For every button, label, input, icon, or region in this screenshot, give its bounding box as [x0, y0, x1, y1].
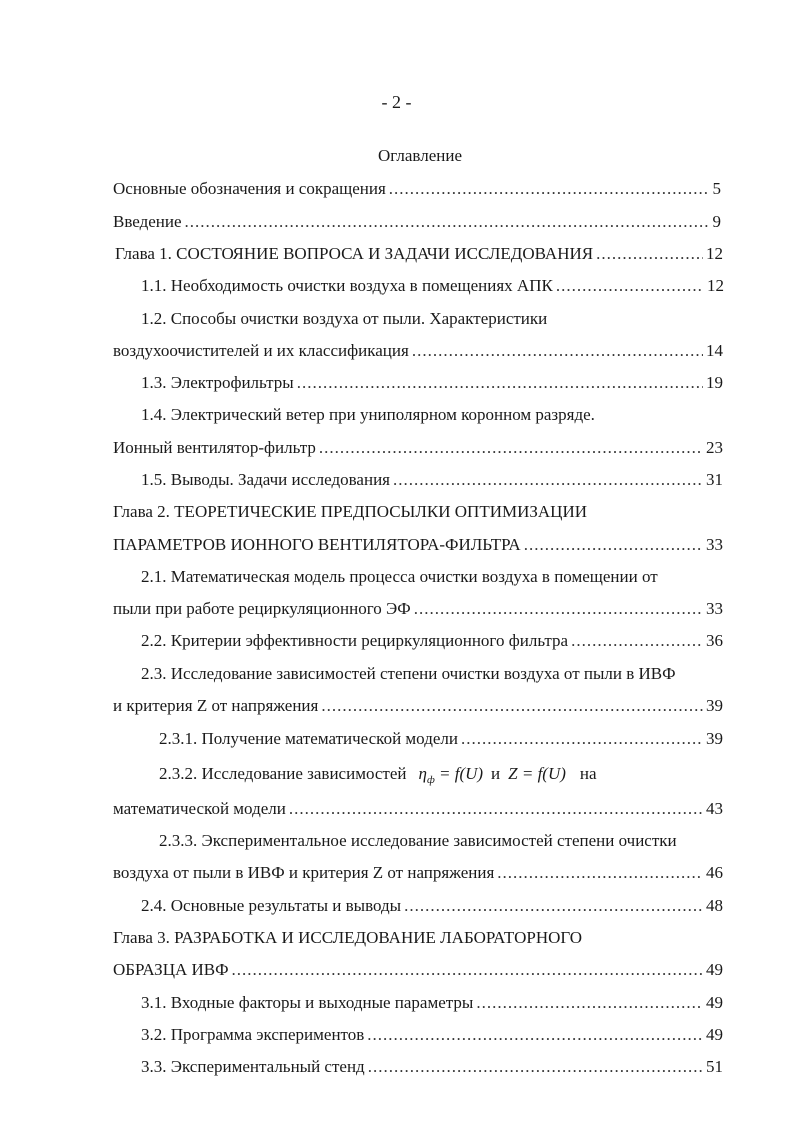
toc-entry-2-1-cont[interactable]: пыли при работе рециркуляционного ЭФ ..... 33	[113, 599, 723, 619]
toc-entry-abbreviations[interactable]: Основные обозначения и сокращения ..... 5	[113, 179, 721, 199]
toc-entry-3-2[interactable]: 3.2. Программа экспериментов ..... 49	[141, 1025, 723, 1045]
leader-dots	[414, 599, 703, 619]
leader-dots	[393, 470, 703, 490]
leader-dots	[368, 1057, 703, 1077]
leader-dots	[321, 696, 703, 716]
toc-entry-2-3-cont[interactable]: и критерия Z от напряжения ..... 39	[113, 696, 723, 716]
toc-entry-2-3-2-cont[interactable]: математической модели ..... 43	[113, 799, 723, 819]
toc-entry-chapter-3[interactable]: Глава 3. РАЗРАБОТКА И ИССЛЕДОВАНИЕ ЛАБОРАТОРНОГО	[113, 928, 583, 947]
leader-dots	[297, 373, 703, 393]
leader-dots	[185, 212, 710, 232]
toc-entry-2-3-1[interactable]: 2.3.1. Получение математической модели ..... 39	[159, 729, 723, 749]
leader-dots	[497, 863, 703, 883]
toc-title: Оглавление	[378, 146, 462, 165]
toc-entry-2-3-2[interactable]: 2.3.2. Исследование зависимостей $\eta_ф = f(U)$ и Z = f(U) на	[159, 764, 597, 790]
toc-entry-3-3[interactable]: 3.3. Экспериментальный стенд ..... 51	[141, 1057, 723, 1077]
toc-entry-1-5[interactable]: 1.5. Выводы. Задачи исследования ..... 31	[141, 470, 723, 490]
toc-entry-introduction[interactable]: Введение ..... 9	[113, 212, 721, 232]
toc-entry-chapter-2-cont[interactable]: ПАРАМЕТРОВ ИОННОГО ВЕНТИЛЯТОРА-ФИЛЬТРА ..... 33	[113, 535, 723, 555]
toc-entry-1-4[interactable]: 1.4. Электрический ветер при униполярном коронном разряде.	[141, 405, 595, 424]
leader-dots	[524, 535, 703, 555]
toc-entry-1-4-cont[interactable]: Ионный вентилятор-фильтр ..... 23	[113, 438, 723, 458]
leader-dots	[367, 1025, 703, 1045]
leader-dots	[319, 438, 703, 458]
toc-entry-chapter-2[interactable]: Глава 2. ТЕОРЕТИЧЕСКИЕ ПРЕДПОСЫЛКИ ОПТИМИЗАЦИИ	[113, 502, 588, 521]
leader-dots	[461, 729, 703, 749]
toc-entry-2-1[interactable]: 2.1. Математическая модель процесса очистки воздуха в помещении от	[141, 567, 658, 586]
toc-entry-chapter-1[interactable]: Глава 1. СОСТОЯНИЕ ВОПРОСА И ЗАДАЧИ ИССЛЕДОВАНИЯ ..... 12	[115, 244, 723, 264]
toc-entry-2-4[interactable]: 2.4. Основные результаты и выводы ..... 48	[141, 896, 723, 916]
toc-entry-1-2-cont[interactable]: воздухоочистителей и их классификация ..... 14	[113, 341, 723, 361]
formula-z: Z = f(U)	[508, 764, 566, 783]
toc-entry-3-1[interactable]: 3.1. Входные факторы и выходные параметры ..... 49	[141, 993, 723, 1013]
leader-dots	[556, 276, 704, 296]
toc-entry-2-3-3-cont[interactable]: воздуха от пыли в ИВФ и критерия Z от напряжения ..... 46	[113, 863, 723, 883]
toc-entry-2-3[interactable]: 2.3. Исследование зависимостей степени очистки воздуха от пыли в ИВФ	[141, 664, 676, 683]
leader-dots	[412, 341, 703, 361]
toc-entry-2-2[interactable]: 2.2. Критерии эффективности рециркуляционного фильтра ..... 36	[141, 631, 723, 651]
page-number: - 2 -	[381, 92, 412, 112]
leader-dots	[596, 244, 703, 264]
leader-dots	[389, 179, 710, 199]
leader-dots	[476, 993, 703, 1013]
toc-entry-2-3-3[interactable]: 2.3.3. Экспериментальное исследование зависимостей степени очистки	[159, 831, 677, 850]
formula-eta: $\eta_ф = f(U)$	[418, 764, 484, 786]
toc-entry-1-2[interactable]: 1.2. Способы очистки воздуха от пыли. Характеристики	[141, 309, 548, 328]
leader-dots	[404, 896, 703, 916]
leader-dots	[232, 960, 703, 980]
leader-dots	[571, 631, 703, 651]
toc-entry-1-1[interactable]: 1.1. Необходимость очистки воздуха в помещениях АПК ..... 12	[141, 276, 724, 296]
toc-entry-chapter-3-cont[interactable]: ОБРАЗЦА ИВФ ..... 49	[113, 960, 723, 980]
leader-dots	[289, 799, 703, 819]
toc-entry-1-3[interactable]: 1.3. Электрофильтры ..... 19	[141, 373, 723, 393]
